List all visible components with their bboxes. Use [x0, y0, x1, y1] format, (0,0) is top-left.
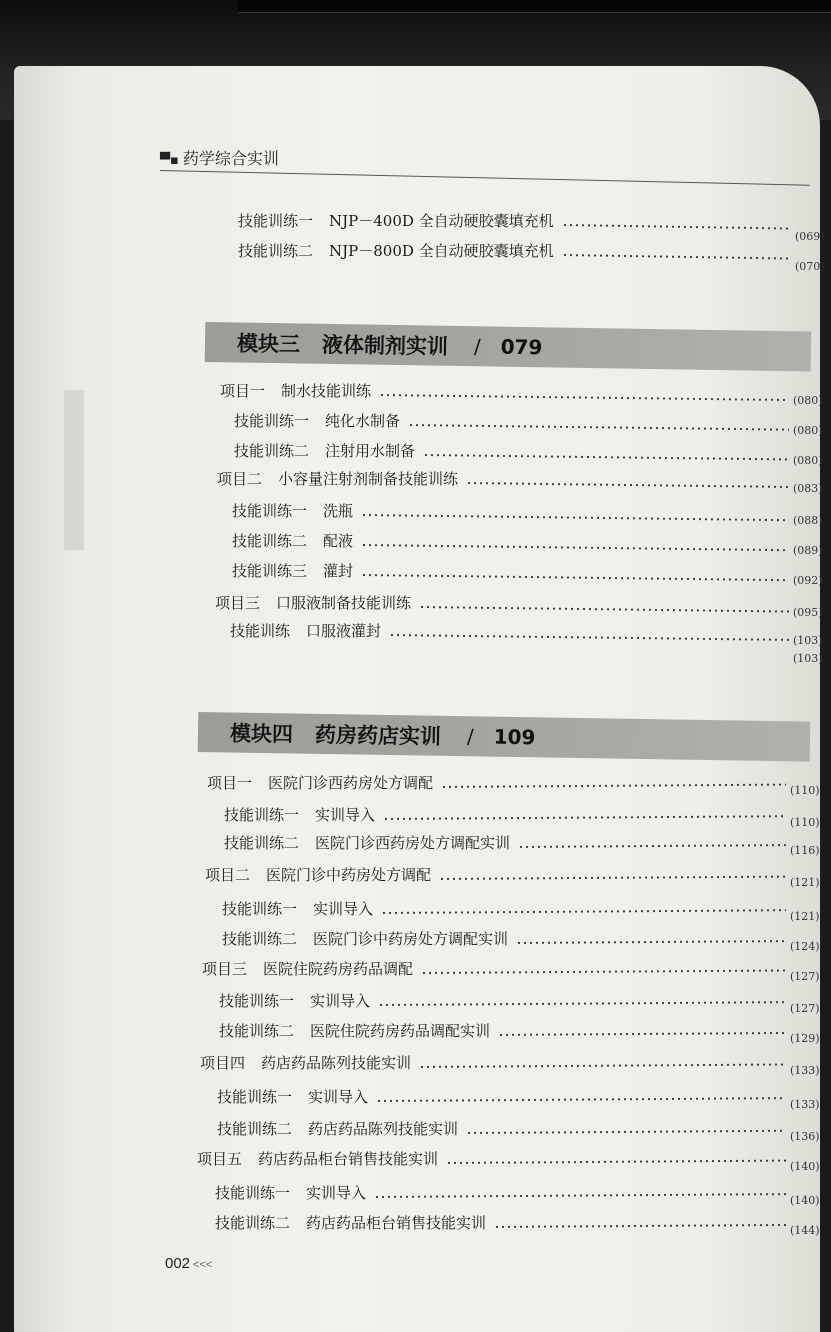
entry-page: (070)	[795, 260, 825, 273]
entry-label: 技能训练一	[234, 412, 310, 430]
page-number: 002	[165, 1255, 191, 1272]
entry-title: 药店药品陈列技能实训	[261, 1054, 412, 1072]
entry-page: (088)	[793, 514, 823, 527]
entry-label: 技能训练一	[238, 212, 314, 230]
toc-entry	[215, 1182, 366, 1203]
toc-entry	[222, 928, 508, 949]
entry-title: 口服液制备技能训练	[276, 594, 412, 612]
entry-page: (069)	[795, 230, 825, 243]
entry-label: 项目二	[205, 866, 251, 884]
entry-title: 小容量注射剂制备技能训练	[278, 470, 459, 488]
entry-label: 项目一	[220, 382, 266, 400]
entry-page: (127)	[790, 1002, 820, 1015]
entry-label: 技能训练一	[222, 900, 298, 918]
entry-title: 医院住院药房药品调配实训	[310, 1022, 491, 1040]
entry-page: (116)	[790, 844, 820, 857]
entry-page: (083)	[793, 482, 823, 495]
entry-label: 技能训练二	[234, 442, 310, 460]
entry-title: 配液	[323, 532, 354, 550]
toc-entry	[207, 772, 433, 793]
running-header	[160, 146, 279, 169]
entry-title: 医院门诊西药房处方调配	[268, 774, 434, 792]
toc-entry	[215, 592, 411, 613]
entry-title: NJP－400D 全自动硬胶囊填充机	[329, 212, 554, 230]
entry-label: 技能训练三	[232, 562, 308, 580]
entry-label: 技能训练一	[217, 1088, 293, 1106]
entry-title: 药店药品柜台销售技能实训	[258, 1150, 439, 1168]
entry-label: 项目四	[200, 1054, 246, 1072]
toc-entry	[222, 898, 373, 919]
entry-page: (095)	[793, 606, 823, 619]
entry-title: 洗瓶	[323, 502, 354, 520]
toc-entry	[230, 620, 381, 641]
entry-title: 注射用水制备	[325, 442, 416, 460]
module-name: 模块四	[229, 721, 294, 747]
entry-page: (110)	[790, 816, 820, 829]
entry-page: (127)	[790, 970, 820, 983]
toc-entry	[238, 210, 554, 231]
module-title: 药房药店实训	[314, 722, 442, 749]
toc-entry	[220, 380, 371, 401]
entry-page: (133)	[790, 1098, 820, 1111]
module-slash: /	[466, 724, 474, 749]
toc-entry	[200, 1052, 411, 1073]
module-name: 模块三	[236, 331, 301, 357]
entry-label: 技能训练一	[219, 992, 295, 1010]
toc-entry	[202, 958, 413, 979]
toc-entry	[217, 1118, 458, 1139]
toc-entry	[234, 440, 415, 461]
entry-page: (080)	[793, 454, 823, 467]
entry-page: (136)	[790, 1130, 820, 1143]
entry-label: 项目三	[202, 960, 248, 978]
toc-entry	[232, 530, 353, 551]
toc-entry	[232, 500, 353, 521]
entry-page: (140)	[790, 1160, 820, 1173]
entry-label: 技能训练一	[215, 1184, 291, 1202]
entry-title: NJP－800D 全自动硬胶囊填充机	[329, 242, 554, 260]
toc-entry	[234, 410, 400, 431]
entry-page: (129)	[790, 1032, 820, 1045]
module-page: 079	[500, 334, 543, 360]
entry-page: (144)	[790, 1224, 820, 1237]
device-edge	[238, 0, 831, 13]
entry-page: (133)	[790, 1064, 820, 1077]
entry-label: 技能训练二	[224, 834, 300, 852]
entry-label: 技能训练一	[224, 806, 300, 824]
entry-page: (092)	[793, 574, 823, 587]
entry-label: 技能训练二	[232, 532, 308, 550]
entry-title: 实训导入	[313, 900, 374, 918]
entry-title: 药店药品陈列技能实训	[308, 1120, 459, 1138]
book-title: 药学综合实训	[182, 149, 279, 168]
side-tab	[64, 390, 84, 550]
entry-label: 技能训练一	[232, 502, 308, 520]
entry-page: (103)	[793, 634, 823, 647]
entry-label: 项目三	[215, 594, 261, 612]
entry-label: 项目一	[207, 774, 253, 792]
toc-entry	[224, 832, 510, 853]
entry-page: (110)	[790, 784, 820, 797]
toc-entry	[219, 1020, 490, 1041]
entry-page: (124)	[790, 940, 820, 953]
entry-label: 技能训练二	[238, 242, 314, 260]
toc-entry	[219, 990, 370, 1011]
entry-label: 技能训练二	[217, 1120, 293, 1138]
toc-entry	[224, 804, 375, 825]
entry-page: (140)	[790, 1194, 820, 1207]
footer-arrows: <<<	[193, 1259, 213, 1271]
toc-entry	[232, 560, 353, 581]
entry-title: 实训导入	[315, 806, 376, 824]
entry-page: (089)	[793, 544, 823, 557]
module-page: 109	[493, 724, 536, 750]
trailing-page: (103)	[793, 652, 823, 665]
toc-entry	[197, 1148, 438, 1169]
toc-entry	[215, 1212, 486, 1233]
entry-title: 实训导入	[306, 1184, 367, 1202]
entry-title: 医院门诊西药房处方调配实训	[315, 834, 511, 852]
entry-label: 项目五	[197, 1150, 243, 1168]
entry-title: 医院门诊中药房处方调配实训	[313, 930, 509, 948]
toc-entry	[217, 468, 458, 489]
entry-page: (121)	[790, 910, 820, 923]
entry-title: 纯化水制备	[325, 412, 401, 430]
entry-label: 技能训练二	[222, 930, 298, 948]
entry-page: (080)	[793, 394, 823, 407]
module-slash: /	[473, 334, 481, 359]
entry-label: 技能训练二	[215, 1214, 291, 1232]
entry-label: 技能训练	[230, 622, 291, 640]
toc-entry	[217, 1086, 368, 1107]
entry-label: 技能训练二	[219, 1022, 295, 1040]
page-footer	[165, 1255, 212, 1272]
entry-page: (121)	[790, 876, 820, 889]
entry-page: (080)	[793, 424, 823, 437]
toc-entry	[238, 240, 554, 261]
entry-title: 实训导入	[310, 992, 371, 1010]
entry-title: 口服液灌封	[306, 622, 382, 640]
entry-title: 医院门诊中药房处方调配	[266, 866, 432, 884]
entry-title: 药店药品柜台销售技能实训	[306, 1214, 487, 1232]
module-title: 液体制剂实训	[321, 332, 449, 359]
entry-title: 制水技能训练	[281, 382, 372, 400]
entry-label: 项目二	[217, 470, 263, 488]
toc-entry	[205, 864, 431, 885]
header-mark-icon: ▀▪	[160, 153, 179, 168]
entry-title: 灌封	[323, 562, 354, 580]
entry-title: 医院住院药房药品调配	[263, 960, 414, 978]
entry-title: 实训导入	[308, 1088, 369, 1106]
